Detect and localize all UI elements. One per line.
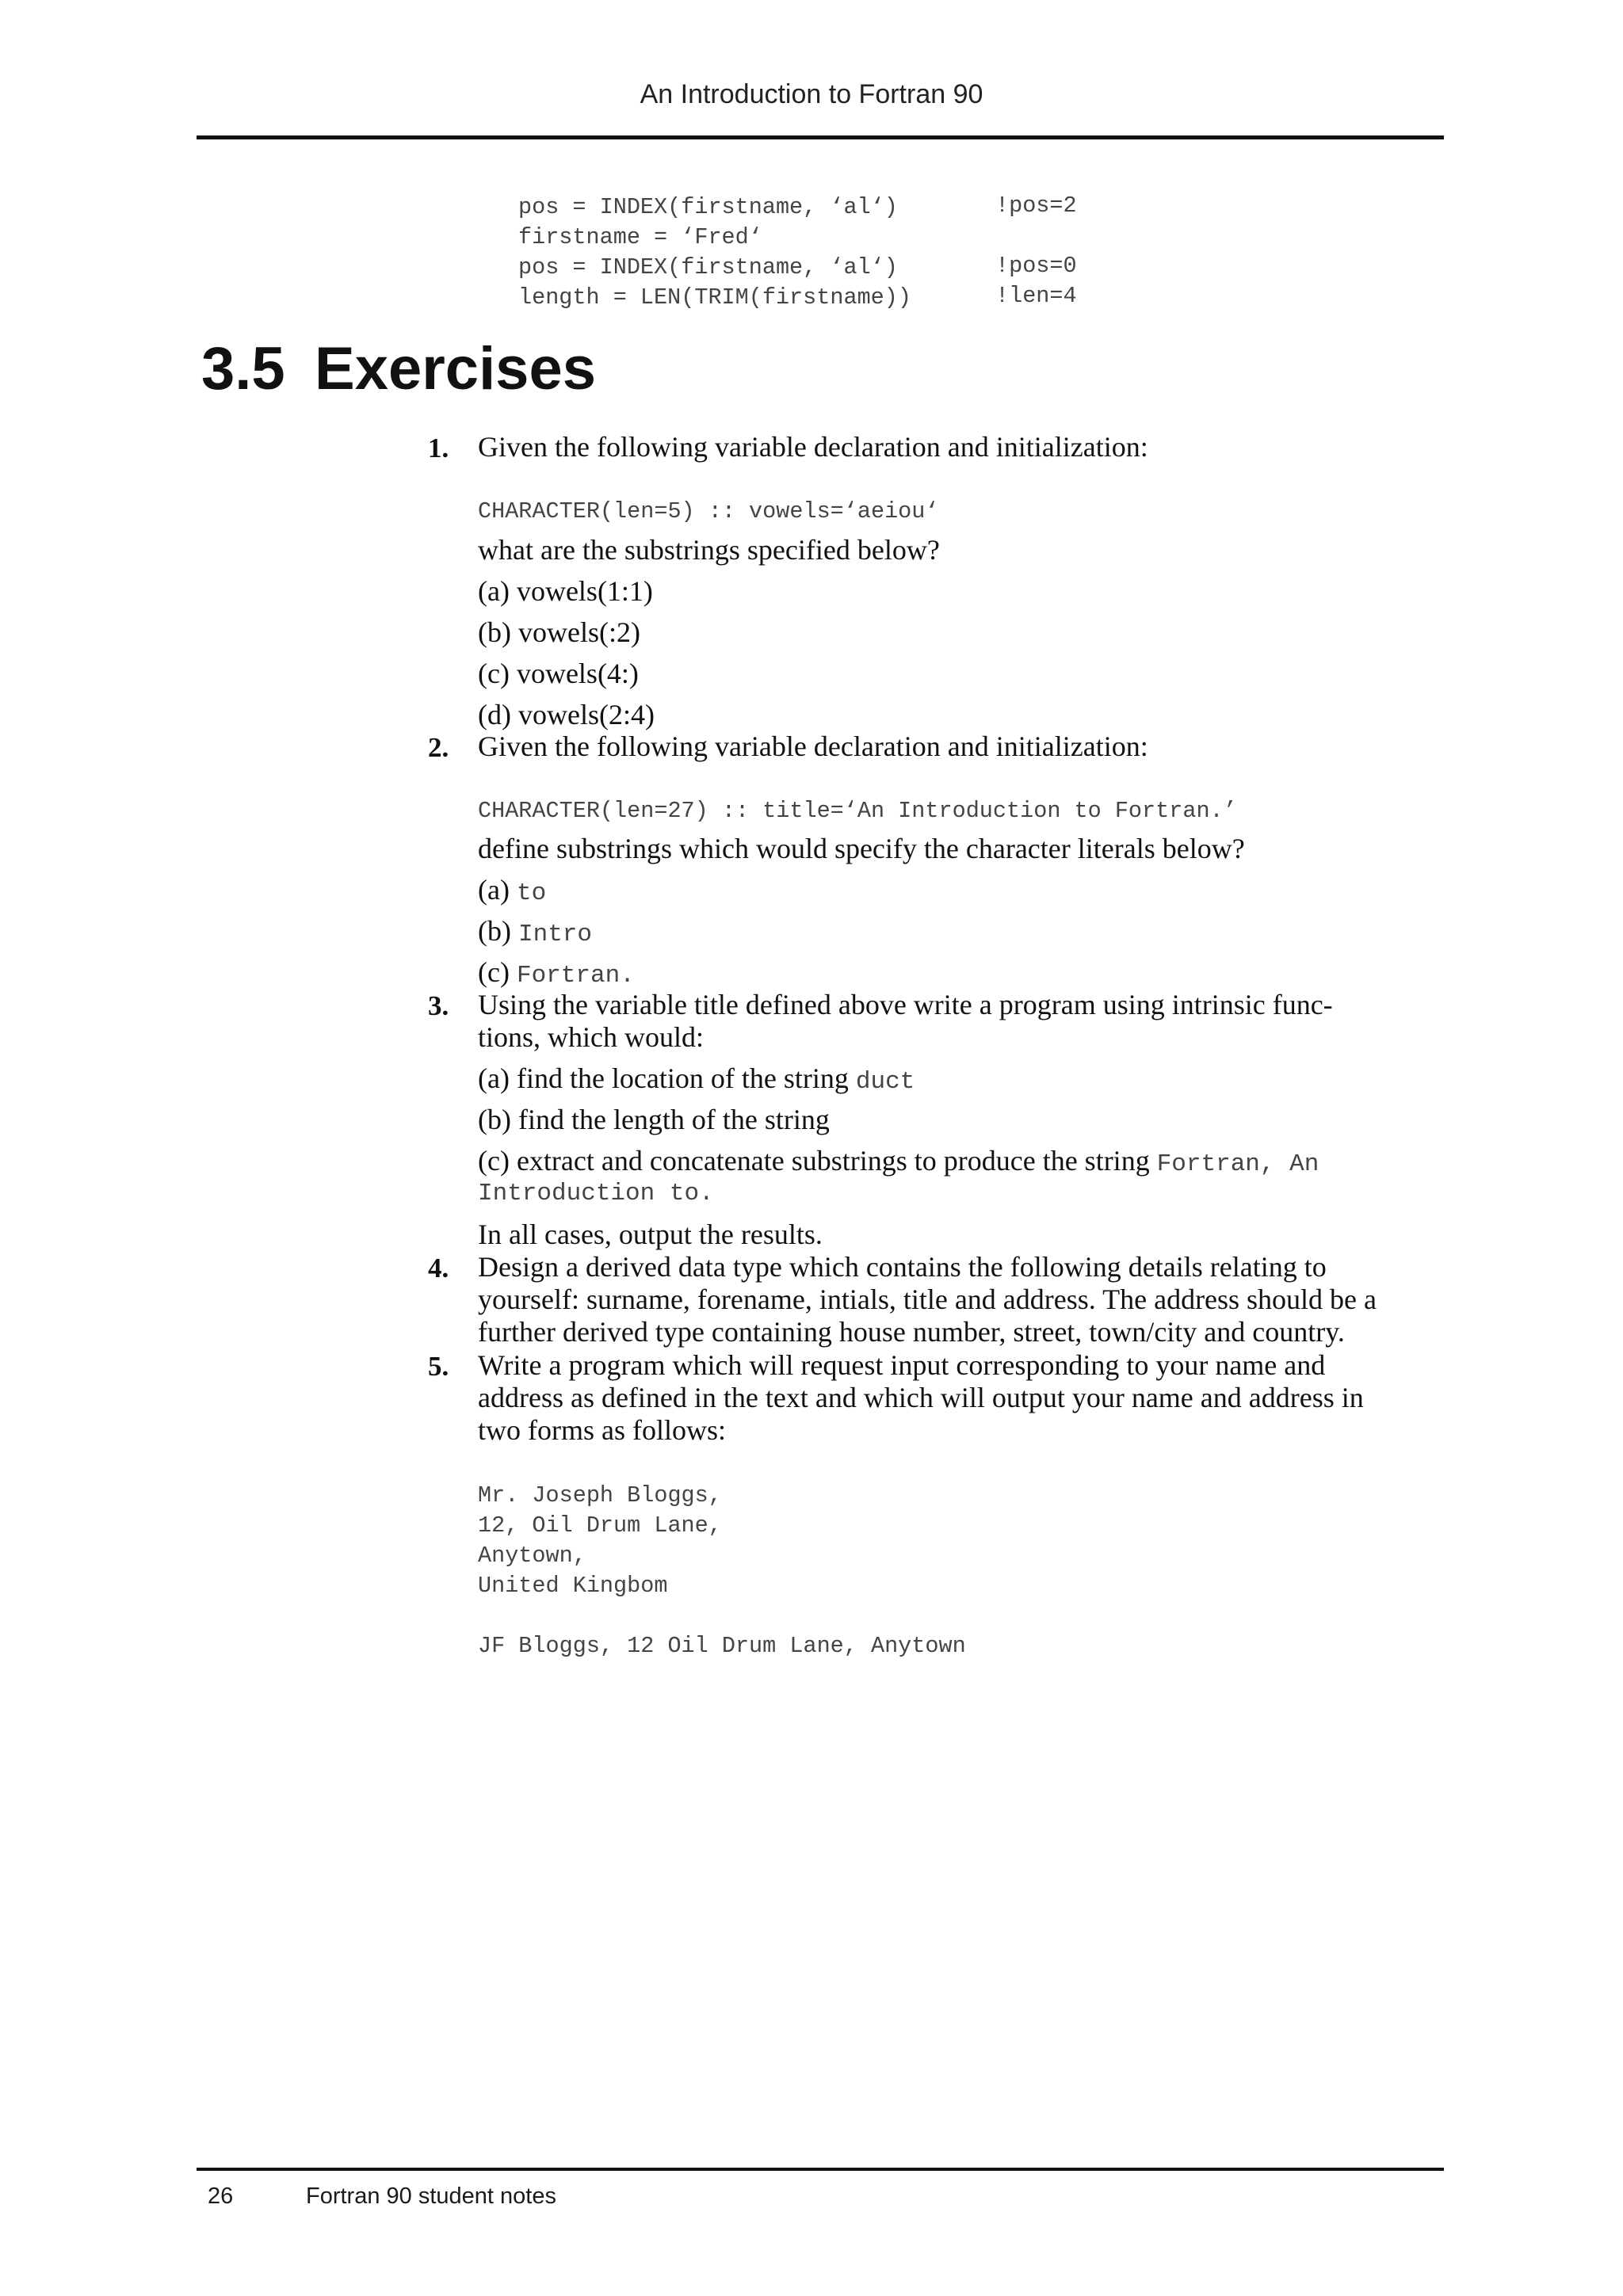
exercise-part: [478, 1062, 915, 1098]
exercise-text: Write a program which will request input corresponding to your name and: [478, 1349, 1326, 1381]
exercise-part: [478, 1145, 1319, 1180]
exercise-question: define substrings which would specify the character literals below?: [478, 833, 1245, 864]
exercise-text: Given the following variable declaration and initialization:: [478, 730, 1148, 762]
exercise-number: 3.: [428, 990, 449, 1021]
footer-title: Fortran 90 student notes: [306, 2183, 556, 2209]
output-line: Mr. Joseph Bloggs,: [478, 1482, 722, 1508]
section-number: 3.5: [201, 335, 285, 402]
part-label: (c): [478, 956, 510, 988]
part-label: (b): [478, 915, 511, 947]
part-text: (a) find the location of the string: [478, 1062, 849, 1094]
page-number: 26: [208, 2183, 234, 2209]
header-rule: [197, 135, 1444, 139]
exercise-text: address as defined in the text and which will output your name and address in: [478, 1382, 1364, 1413]
section-title: Exercises: [315, 335, 596, 402]
exercise-number: 1.: [428, 433, 449, 463]
part-code: Introduction to.: [478, 1180, 714, 1207]
part-code: to: [516, 879, 547, 907]
output-line: 12, Oil Drum Lane,: [478, 1512, 722, 1539]
exercise-closing: In all cases, output the results.: [478, 1219, 823, 1250]
exercise-text: Using the variable title defined above write a program using intrinsic func-: [478, 989, 1333, 1020]
exercise-number: 4.: [428, 1253, 449, 1283]
part-code: duct: [855, 1068, 915, 1096]
exercise-part: [478, 956, 635, 992]
exercise-text: Design a derived data type which contains the following details relating to: [478, 1251, 1327, 1283]
exercise-question: what are the substrings specified below?: [478, 534, 940, 566]
exercise-number: 2.: [428, 732, 449, 763]
part-text: (c) extract and concatenate substrings to produce the string: [478, 1145, 1150, 1177]
part-code: Intro: [517, 921, 592, 948]
code-line: firstname = ‘Fred‘: [518, 224, 762, 250]
exercise-text: two forms as follows:: [478, 1414, 726, 1446]
exercise-part: [478, 874, 546, 910]
exercise-part: (d) vowels(2:4): [478, 699, 655, 730]
exercise-part: (c) vowels(4:): [478, 658, 639, 689]
code-comment: !pos=2: [995, 193, 1077, 219]
part-code: Fortran, An: [1156, 1150, 1319, 1178]
exercise-number: 5.: [428, 1351, 449, 1382]
running-header: An Introduction to Fortran 90: [640, 79, 983, 109]
exercise-part: [478, 915, 592, 951]
part-label: (a): [478, 874, 510, 906]
code-comment: !len=4: [995, 283, 1077, 309]
code-line: length = LEN(TRIM(firstname)): [518, 284, 911, 311]
exercise-text: tions, which would:: [478, 1021, 704, 1053]
exercise-part: (b) vowels(:2): [478, 616, 640, 648]
output-line: JF Bloggs, 12 Oil Drum Lane, Anytown: [478, 1633, 966, 1659]
exercise-text: yourself: surname, forename, intials, title and address. The address should be a: [478, 1283, 1377, 1315]
exercise-part: (b) find the length of the string: [478, 1104, 830, 1135]
code-line: CHARACTER(len=5) :: vowels=‘aeiou‘: [478, 498, 939, 524]
code-comment: !pos=0: [995, 253, 1077, 279]
part-code: Fortran.: [516, 962, 635, 990]
footer-rule: [197, 2168, 1444, 2171]
code-line: pos = INDEX(firstname, ‘al‘): [518, 194, 898, 220]
output-line: Anytown,: [478, 1543, 586, 1569]
section-heading: [201, 334, 596, 403]
exercise-part: (a) vowels(1:1): [478, 575, 653, 607]
exercise-text: Given the following variable declaration and initialization:: [478, 431, 1148, 463]
exercise-text: further derived type containing house number, street, town/city and country.: [478, 1316, 1345, 1348]
code-line: pos = INDEX(firstname, ‘al‘): [518, 254, 898, 280]
output-line: United Kingbom: [478, 1573, 668, 1599]
code-line: CHARACTER(len=27) :: title=‘An Introduction to Fortran.’: [478, 798, 1237, 824]
